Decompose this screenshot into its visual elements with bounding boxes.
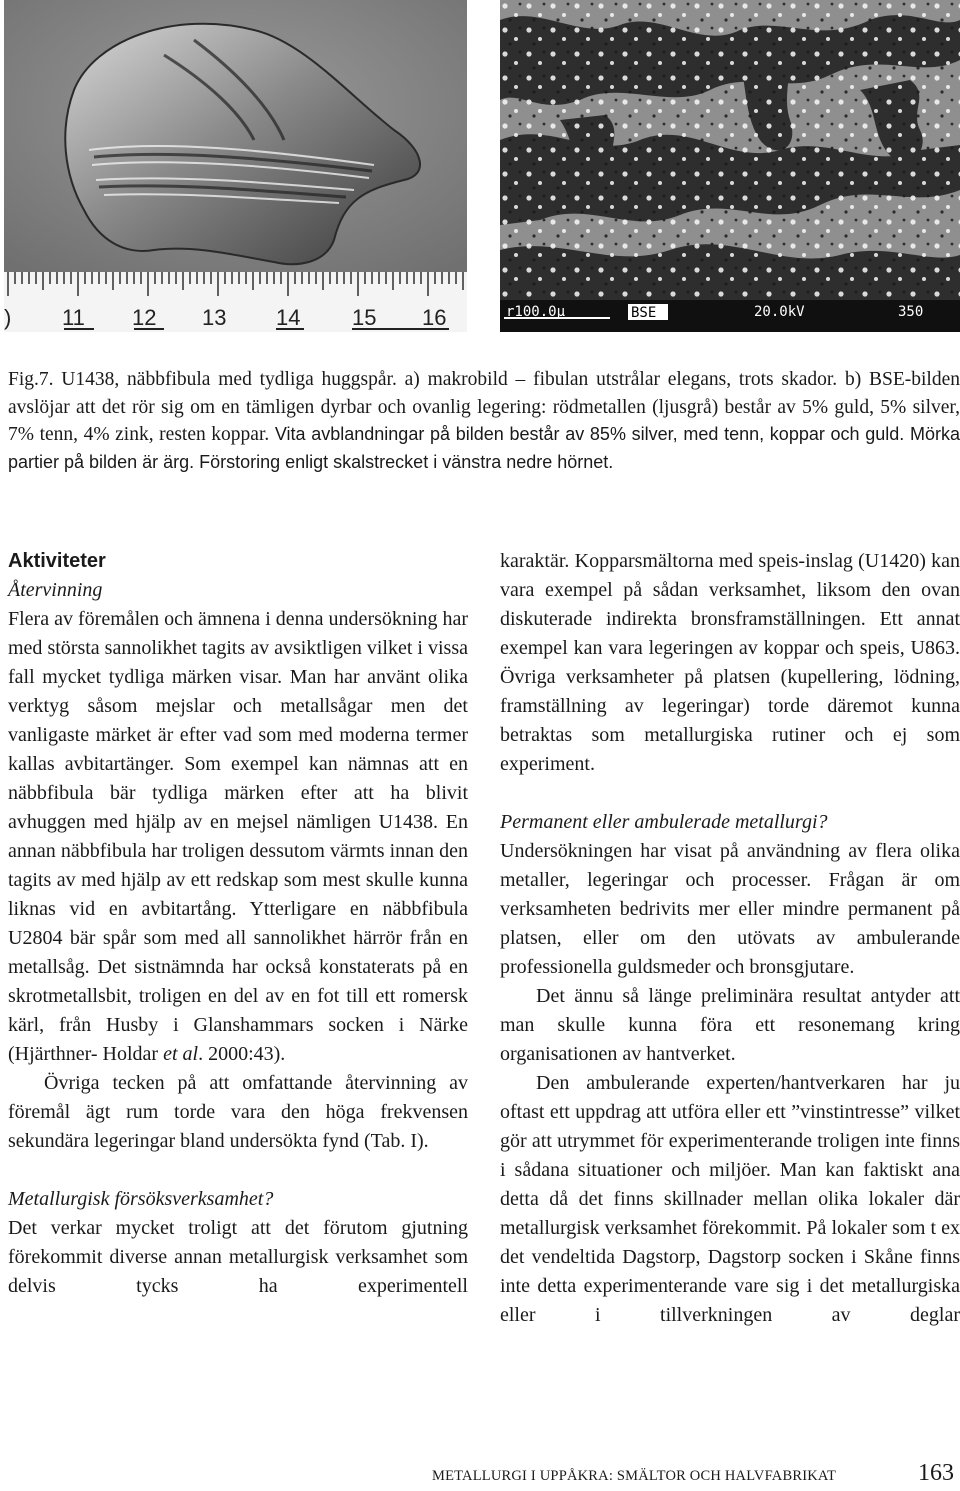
bse-mode-label: BSE	[631, 305, 657, 321]
citation-et-al: et al	[163, 1043, 199, 1065]
paragraph: Det verkar mycket troligt att det förutom gjutning förekommit diverse annan metallurgisk verksamhet som delvis tycks ha experimentell	[8, 1217, 468, 1297]
subheading-atervinning: Återvinning	[8, 579, 103, 601]
right-column	[500, 547, 960, 1330]
paragraph: Undersökningen har visat på användning av flera olika metaller, legeringar och processer. Frågan är om verksamheten bedrivits mer eller mindre permanent på platsen, eller om den utövats av ambulerande professionella guldsmeder och bronsgjutare.	[500, 840, 960, 978]
svg-text:): )	[4, 305, 12, 330]
ruler-number: 13	[202, 305, 227, 330]
section-heading-aktiviteter: Aktiviteter	[8, 550, 106, 572]
page-number: 163	[918, 1460, 954, 1486]
ruler-number: 16	[422, 305, 447, 330]
fibula-photo-graphic	[4, 0, 467, 332]
ruler-number: 11	[62, 305, 85, 330]
paragraph-text: . 2000:43).	[198, 1043, 286, 1065]
paragraph: karaktär. Kopparsmältorna med speis-inslag (U1420) kan vara exempel på sådan verksamhet, liksom den ovan diskuterade indirekta bronsframställningen. Ett annat exempel kan vara legeringen av koppar och speis, U863. Övriga verksamheter på platsen (kupellering, lödning, framställning av legeringar) torde däremot kunna betraktas som metallurgiska rutiner och ej som experiment.	[500, 550, 960, 775]
ruler-number: 15	[352, 305, 377, 330]
bse-scale-readout: r100.0μ	[506, 304, 566, 320]
caption-part-2: Vita avblandningar på bilden består av 85% silver, med tenn, koppar och guld. Mörka partier på bilden är ärg. Förstoring enligt skalstrecket i vänstra nedre hörnet.	[8, 424, 960, 472]
running-title: METALLURGI I UPPÅKRA: SMÄLTOR OCH HALVFABRIKAT	[432, 1468, 837, 1484]
bse-micrograph	[500, 0, 960, 332]
bse-magnification-readout: 350	[898, 304, 924, 320]
subheading-permanent-metallurgi: Permanent eller ambulerade metallurgi?	[500, 811, 828, 833]
ruler-number: 12	[132, 305, 157, 330]
paragraph: Övriga tecken på att omfattande återvinning av föremål ägt rum torde vara den höga frekvensen sekundära legeringar bland undersökta fynd (Tab. I).	[8, 1072, 468, 1152]
paragraph: Den ambulerande experten/hantverkaren har ju oftast ett uppdrag att utföra eller ett ”vinstintresse” vilket gör att utrymmet för experimenterande troligen inte finns i sådana situationer och miljöer. Man kan faktiskt ana detta då det finns skillnader mellan olika lokaler där metallurgisk verksamhet förekommit. På lokaler som t ex det vendeltida Dagstorp, Dagstorp socken i Skåne finns inte detta experimenterande vare sig i det metallurgiska eller i tillverkningen av deglar	[500, 1072, 960, 1326]
figure-caption	[8, 366, 960, 476]
paragraph: Det ännu så länge preliminära resultat antyder att man skulle kunna föra ett resonemang kring organisationen av hantverket.	[500, 985, 960, 1065]
bse-image-graphic	[500, 0, 960, 332]
caption-part-1: Fig.7. U1438, näbbfibula med tydliga huggspår. a) makrobild – fibulan utstrålar elegans, trots skador. b) BSE-bilden avslöjar att det rör sig om en tämligen dyrbar och ovanlig legering: rödmetallen (ljusgrå) består av 5% guld, 5% silver, 7% tenn, 4% zink, resten koppar.	[8, 369, 960, 446]
paragraph-text: Flera av föremålen och ämnena i denna undersökning har med största sannolikhet tagits av avsiktligen vilket i vissa fall mycket tydliga märken visar. Man har använt olika verktyg såsom mejslar och metallsågar men det vanligaste märket är efter vad som med moderna termer kallas avbitartänger. Som exempel kan nämnas att en näbbfibula bär tydliga märken efter att ha blivit avhuggen med hjälp av en mejsel nämligen U1438. En annan näbbfibula har troligen dessutom värmts innan den tagits av med hjälp av ett redskap som mest skulle kunna liknas vid en avbitartång. Ytterligare en näbbfibula U2804 bär spår som med all sannolikhet härrör från en metallsåg. Det sistnämnda har också konstaterats på en skrotmetallsbit, troligen en del av en fot till ett romersk kärl, från Husby i Glanshammars socken i Närke (Hjärthner- Holdar	[8, 608, 468, 1065]
fibula-macro-photo	[4, 0, 467, 332]
bse-voltage-readout: 20.0kV	[754, 304, 805, 320]
left-column	[8, 547, 468, 1301]
ruler-number: 14	[276, 305, 301, 330]
subheading-forsoksverksamhet: Metallurgisk försöksverksamhet?	[8, 1188, 274, 1210]
paragraph	[8, 605, 468, 1069]
